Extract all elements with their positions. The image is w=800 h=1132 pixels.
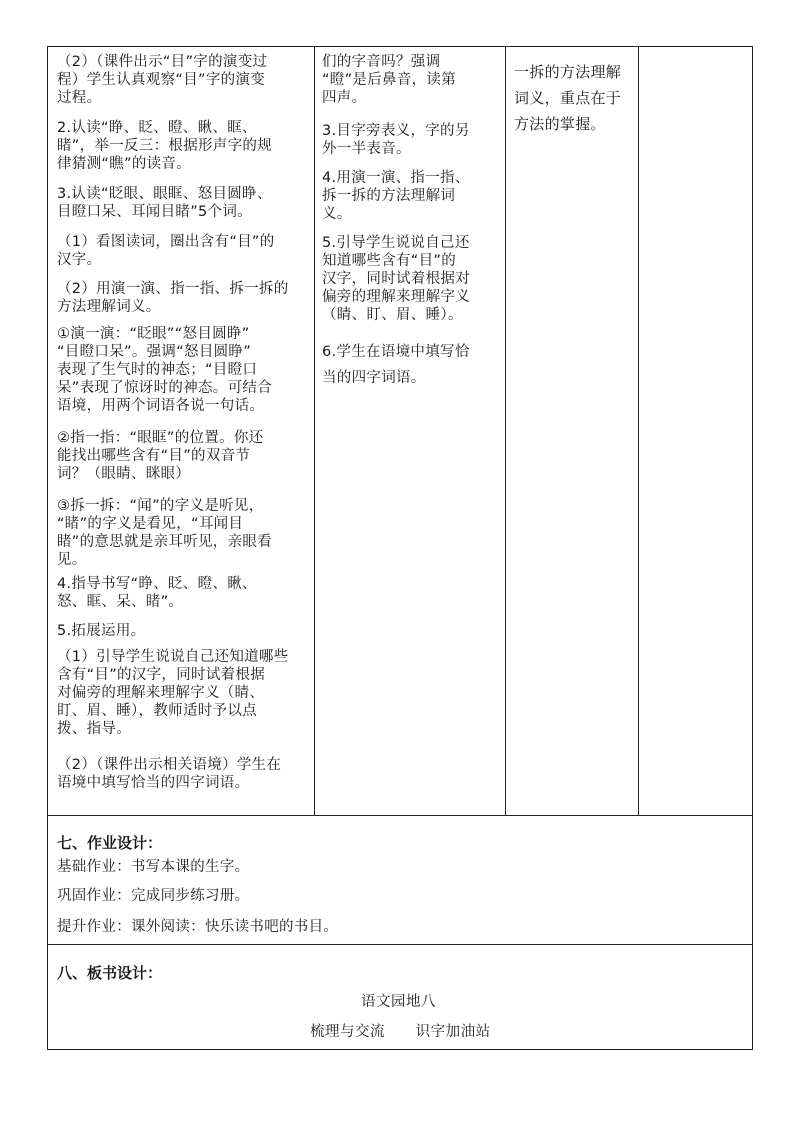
homework-section <box>48 815 752 945</box>
notes-column <box>639 47 752 815</box>
student-activity-column <box>315 47 506 815</box>
col1-para-10: 5.拓展运用。 <box>57 623 146 639</box>
col1-para-4: （1）看图读词，圈出含有“目”的 汉字。 <box>57 234 275 268</box>
col1-para-8: ③拆一拆：“闻”的字义是听见， “睹”的字义是看见，“耳闻目 睹”的意思就是亲耳听见，亲眼看 见。 <box>57 498 273 568</box>
col1-para-2: 2.认读“睁、眨、瞪、瞅、眶、 睹”，举一反三：根据形声字的规 律猜测“瞧”的读音。 <box>57 120 273 172</box>
col2-para-1: 们的字音吗？强调 “瞪”是后鼻音，读第 四声。 <box>322 54 457 106</box>
homework-basic: 基础作业：书写本课的生字。 <box>57 859 250 875</box>
homework-advanced: 提升作业：课外阅读：快乐读书吧的书目。 <box>57 919 339 935</box>
col2-para-5: 6.学生在语境中填写恰 当的四字词语。 <box>322 344 470 386</box>
col1-para-3: 3.认读“眨眼、眼眶、怒目圆睁、 目瞪口呆、耳闻目睹”5个词。 <box>57 186 272 220</box>
col1-para-7: ②指一指：“眼眶”的位置。你还 能找出哪些含有“目”的双音节 词？（眼睛、眯眼） <box>57 430 264 482</box>
teacher-activity-column <box>48 47 315 815</box>
board-title: 八、板书设计： <box>57 964 163 982</box>
lesson-plan-table <box>47 46 753 1050</box>
col1-para-11: （1）引导学生说说自己还知道哪些 含有“目”的汉字，同时试着根据 对偏旁的理解来理解字义（睛、 盯、眉、睡），教师适时予以点 拨、指导。 <box>57 649 289 737</box>
board-line-2: 梳理与交流 识字加油站 <box>310 1024 491 1040</box>
homework-title: 七、作业设计： <box>57 834 163 852</box>
col1-para-5: （2）用演一演、指一指、拆一拆的 方法理解词义。 <box>57 281 289 315</box>
col2-para-4: 5.引导学生说说自己还 知道哪些含有“目”的 汉字，同时试着根据对 偏旁的理解来理解字义 （睛、盯、眉、睡）。 <box>322 235 470 323</box>
board-line-1: 语文园地八 <box>361 994 436 1010</box>
col2-para-2: 3.目字旁表义，字的另 外一半表音。 <box>322 123 470 157</box>
col1-para-6: ①演一演：“眨眼”“怒目圆睁” “目瞪口呆”。强调“怒目圆睁” 表现了生气时的神态；“目瞪口 呆”表现了惊讶时的神态。可结合 语境，用两个词语各说一句话。 <box>57 326 273 414</box>
teaching-process-row <box>48 47 752 816</box>
board-design-section <box>48 944 752 1049</box>
design-intent-column <box>506 47 639 815</box>
homework-consolidate: 巩固作业：完成同步练习册。 <box>57 888 250 904</box>
col1-para-9: 4.指导书写“睁、眨、瞪、瞅、 怒、眶、呆、睹”。 <box>57 576 257 610</box>
col1-para-12: （2）（课件出示相关语境）学生在 语境中填写恰当的四字词语。 <box>57 757 282 791</box>
col1-para-1: （2）（课件出示“目”字的演变过 程）学生认真观察“目”字的演变 过程。 <box>57 54 268 106</box>
col2-para-3: 4.用演一演、指一指、 拆一拆的方法理解词 义。 <box>322 170 470 222</box>
col3-para-1: 一拆的方法理解 词义，重点在于 方法的掌握。 <box>514 63 622 133</box>
